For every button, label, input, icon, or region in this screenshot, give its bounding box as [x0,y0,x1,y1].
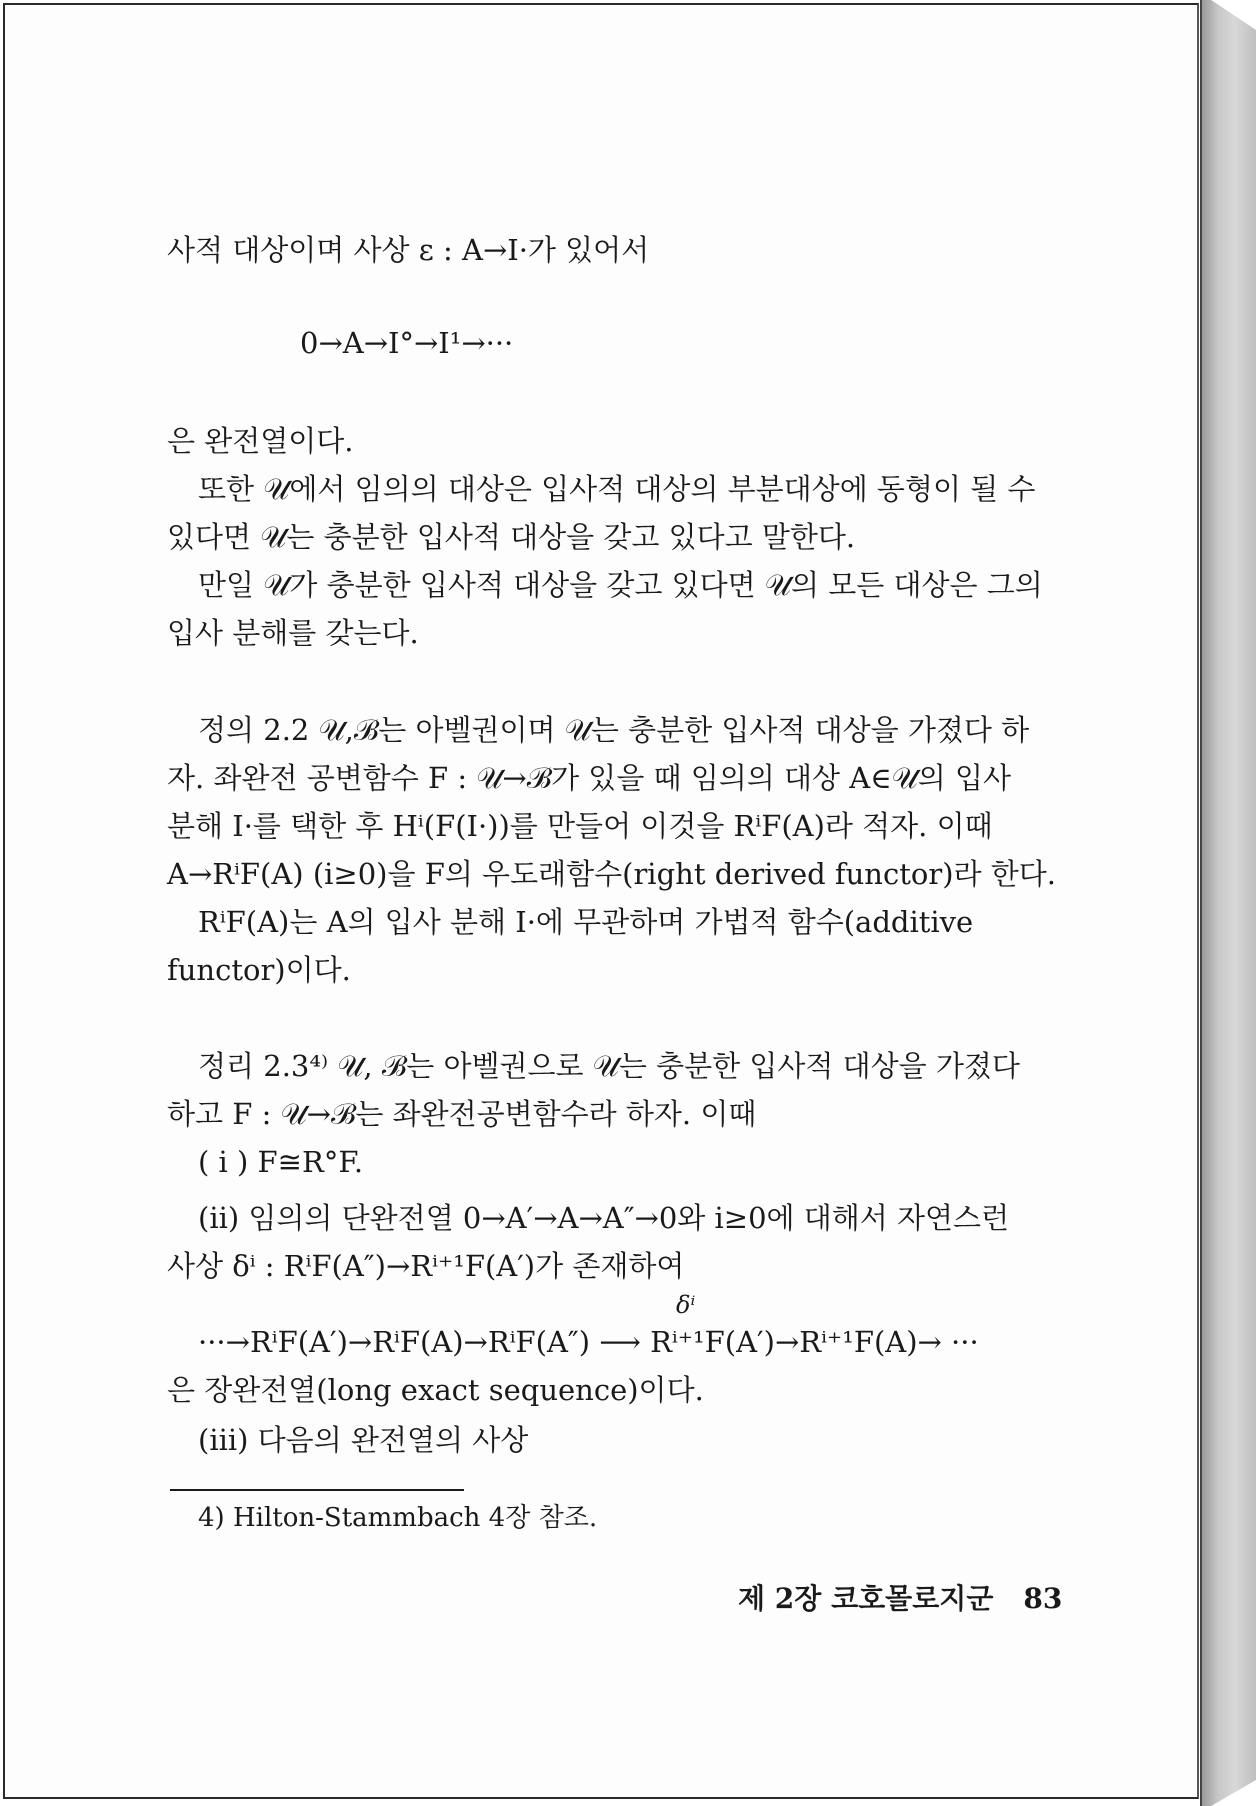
text-line-9: 자. 좌완전 공변함수 F : 𝒰→ℬ가 있을 때 임의의 대상 A∈𝒰의 입사 [167,761,1012,795]
delta-label: δⁱ [676,1291,696,1319]
text-line-12: RⁱF(A)는 A의 입사 분해 I·에 무관하며 가법적 함수(additive [198,905,974,939]
text-line-7: 입사 분해를 갖는다. [167,616,419,650]
definition-heading-line: 정의 2.2 𝒰,ℬ는 아벨권이며 𝒰는 충분한 입사적 대상을 가졌다 하 [198,713,1030,747]
text-line-18: 사상 δⁱ : RⁱF(A″)→Rⁱ⁺¹F(A′)가 존재하여 [167,1249,685,1283]
text-line-13: functor)이다. [167,953,351,987]
text-line-15: 하고 F : 𝒰→ℬ는 좌완전공변함수라 하자. 이때 [167,1097,757,1131]
display-equation-1: 0→A→I°→I¹→··· [300,326,514,360]
page-footer [738,1577,1062,1617]
page-number: 83 [1023,1582,1063,1615]
item-i: ( i ) F≅R°F. [198,1145,364,1179]
chapter-title: 제 2장 코호몰로지군 [738,1582,994,1615]
display-equation-2: ···→RⁱF(A′)→RⁱF(A)→RⁱF(A″) ⟶ Rⁱ⁺¹F(A′)→Rⁱ⁺¹F(A)→ ··· [198,1325,979,1359]
footnote: 4) Hilton-Stammbach 4장 참조. [198,1503,598,1533]
item-ii: (ii) 임의의 단완전열 0→A′→A→A″→0와 i≥0에 대해서 자연스런 [198,1201,1010,1235]
text-line-20: 은 장완전열(long exact sequence)이다. [167,1373,704,1407]
theorem-heading-line: 정리 2.3⁴⁾ 𝒰, ℬ는 아벨권으로 𝒰는 충분한 입사적 대상을 가졌다 [198,1049,1020,1083]
text-line-11: A→RⁱF(A) (i≥0)을 F의 우도래함수(right derived functor)라 한다. [167,857,1056,891]
text-line-10: 분해 I·를 택한 후 Hⁱ(F(I·))를 만들어 이것을 RⁱF(A)라 적자. 이때 [167,809,993,843]
footnote-rule [170,1489,464,1491]
text-line-4: 또한 𝒰에서 임의의 대상은 입사적 대상의 부분대상에 동형이 될 수 [198,472,1036,506]
book-page [3,3,1199,1799]
text-line-1: 사적 대상이며 사상 ε : A→I·가 있어서 [167,233,650,267]
item-iii: (iii) 다음의 완전열의 사상 [198,1423,529,1457]
text-line-3: 은 완전열이다. [167,424,354,458]
text-line-5: 있다면 𝒰는 충분한 입사적 대상을 갖고 있다고 말한다. [167,520,856,554]
page-edge [1200,0,1256,1806]
text-line-6: 만일 𝒰가 충분한 입사적 대상을 갖고 있다면 𝒰의 모든 대상은 그의 [198,568,1043,602]
